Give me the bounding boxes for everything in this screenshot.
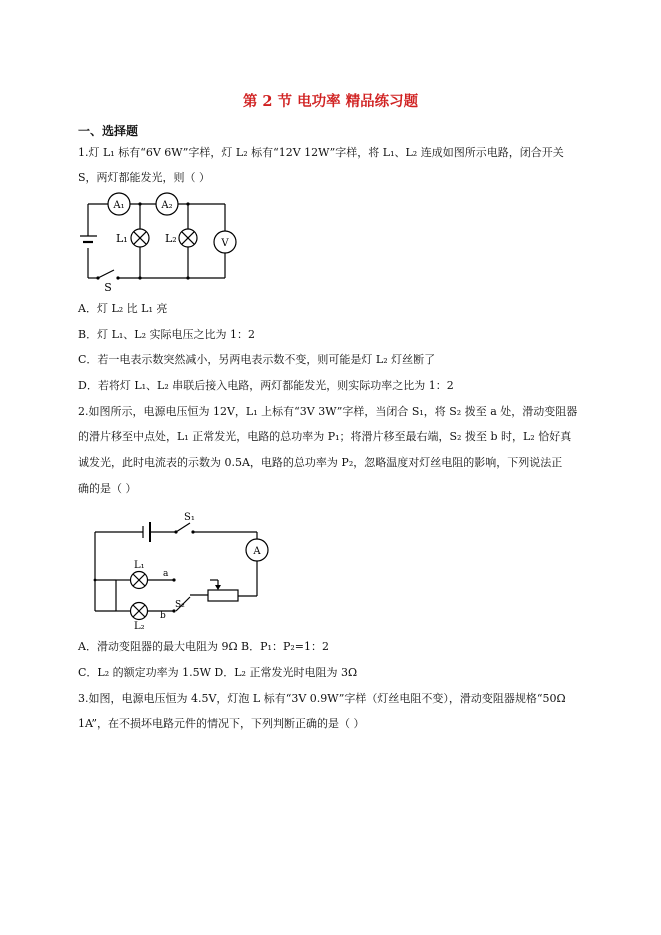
q1-lamp-l2-label: L₂: [165, 232, 177, 245]
q3-stem-line-2: 1A”，在不损坏电路元件的情况下，下列判断正确的是（ ）: [78, 717, 365, 730]
q1-voltmeter-label: V: [221, 238, 229, 249]
q1-stem-line-2: S，两灯都能发光，则（ ）: [78, 171, 211, 184]
q2-switch-s1-label: S₁: [184, 512, 195, 523]
q1-circuit-diagram: [80, 192, 240, 292]
q2-switch-s2-label: S₂: [175, 600, 185, 610]
q2-options-ab: A．滑动变阻器的最大电阻为 9Ω B．P₁：P₂=1：2: [78, 640, 329, 653]
q2-contact-a-label: a: [163, 569, 169, 579]
q2-circuit-diagram: [90, 508, 275, 630]
q3-stem-line-1: 3.如图，电源电压恒为 4.5V，灯泡 L 标有“3V 0.9W”字样（灯丝电阻不变），滑动变阻器规格“50Ω: [78, 692, 566, 705]
q2-lamp-l2-label: L₂: [134, 621, 145, 630]
q1-option-c: C．若一电表示数突然减小，另两电表示数不变，则可能是灯 L₂ 灯丝断了: [78, 353, 436, 366]
section-heading: 一、选择题: [78, 124, 139, 138]
q1-lamp-l1-label: L₁: [116, 232, 128, 245]
q1-ammeter-a2-label: A₂: [161, 200, 173, 211]
page-title: 第 2 节 电功率 精品练习题: [242, 93, 419, 110]
q1-stem-line-1: 1.灯 L₁ 标有“6V 6W”字样，灯 L₂ 标有“12V 12W”字样，将 L₁、L₂ 连成如图所示电路，闭合开关: [78, 146, 564, 159]
q2-stem-line-1: 2.如图所示，电源电压恒为 12V，L₁ 上标有“3V 3W”字样，当闭合 S₁，将 S₂ 拨至 a 处，滑动变阻器: [78, 405, 578, 418]
q1-ammeter-a1-label: A₁: [113, 200, 125, 211]
q1-option-b: B．灯 L₁、L₂ 实际电压之比为 1：2: [78, 328, 255, 341]
q1-option-a: A．灯 L₂ 比 L₁ 亮: [78, 302, 168, 315]
q2-stem-line-2: 的滑片移至中点处，L₁ 正常发光，电路的总功率为 P₁；将滑片移至最右端，S₂ 拨至 b 时，L₂ 恰好真: [78, 430, 572, 443]
q2-stem-line-4: 确的是（ ）: [78, 482, 137, 495]
q2-contact-b-label: b: [160, 611, 166, 621]
q2-ammeter-label: A: [253, 546, 261, 557]
q1-switch-label: S: [104, 281, 112, 292]
q2-options-cd: C．L₂ 的额定功率为 1.5W D．L₂ 正常发光时电阻为 3Ω: [78, 666, 358, 679]
q2-lamp-l1-label: L₁: [134, 560, 145, 571]
q1-option-d: D．若将灯 L₁、L₂ 串联后接入电路，两灯都能发光，则实际功率之比为 1：2: [78, 379, 454, 392]
q2-stem-line-3: 诚发光，此时电流表的示数为 0.5A，电路的总功率为 P₂，忽略温度对灯丝电阻的影响，下列说法正: [78, 456, 563, 469]
